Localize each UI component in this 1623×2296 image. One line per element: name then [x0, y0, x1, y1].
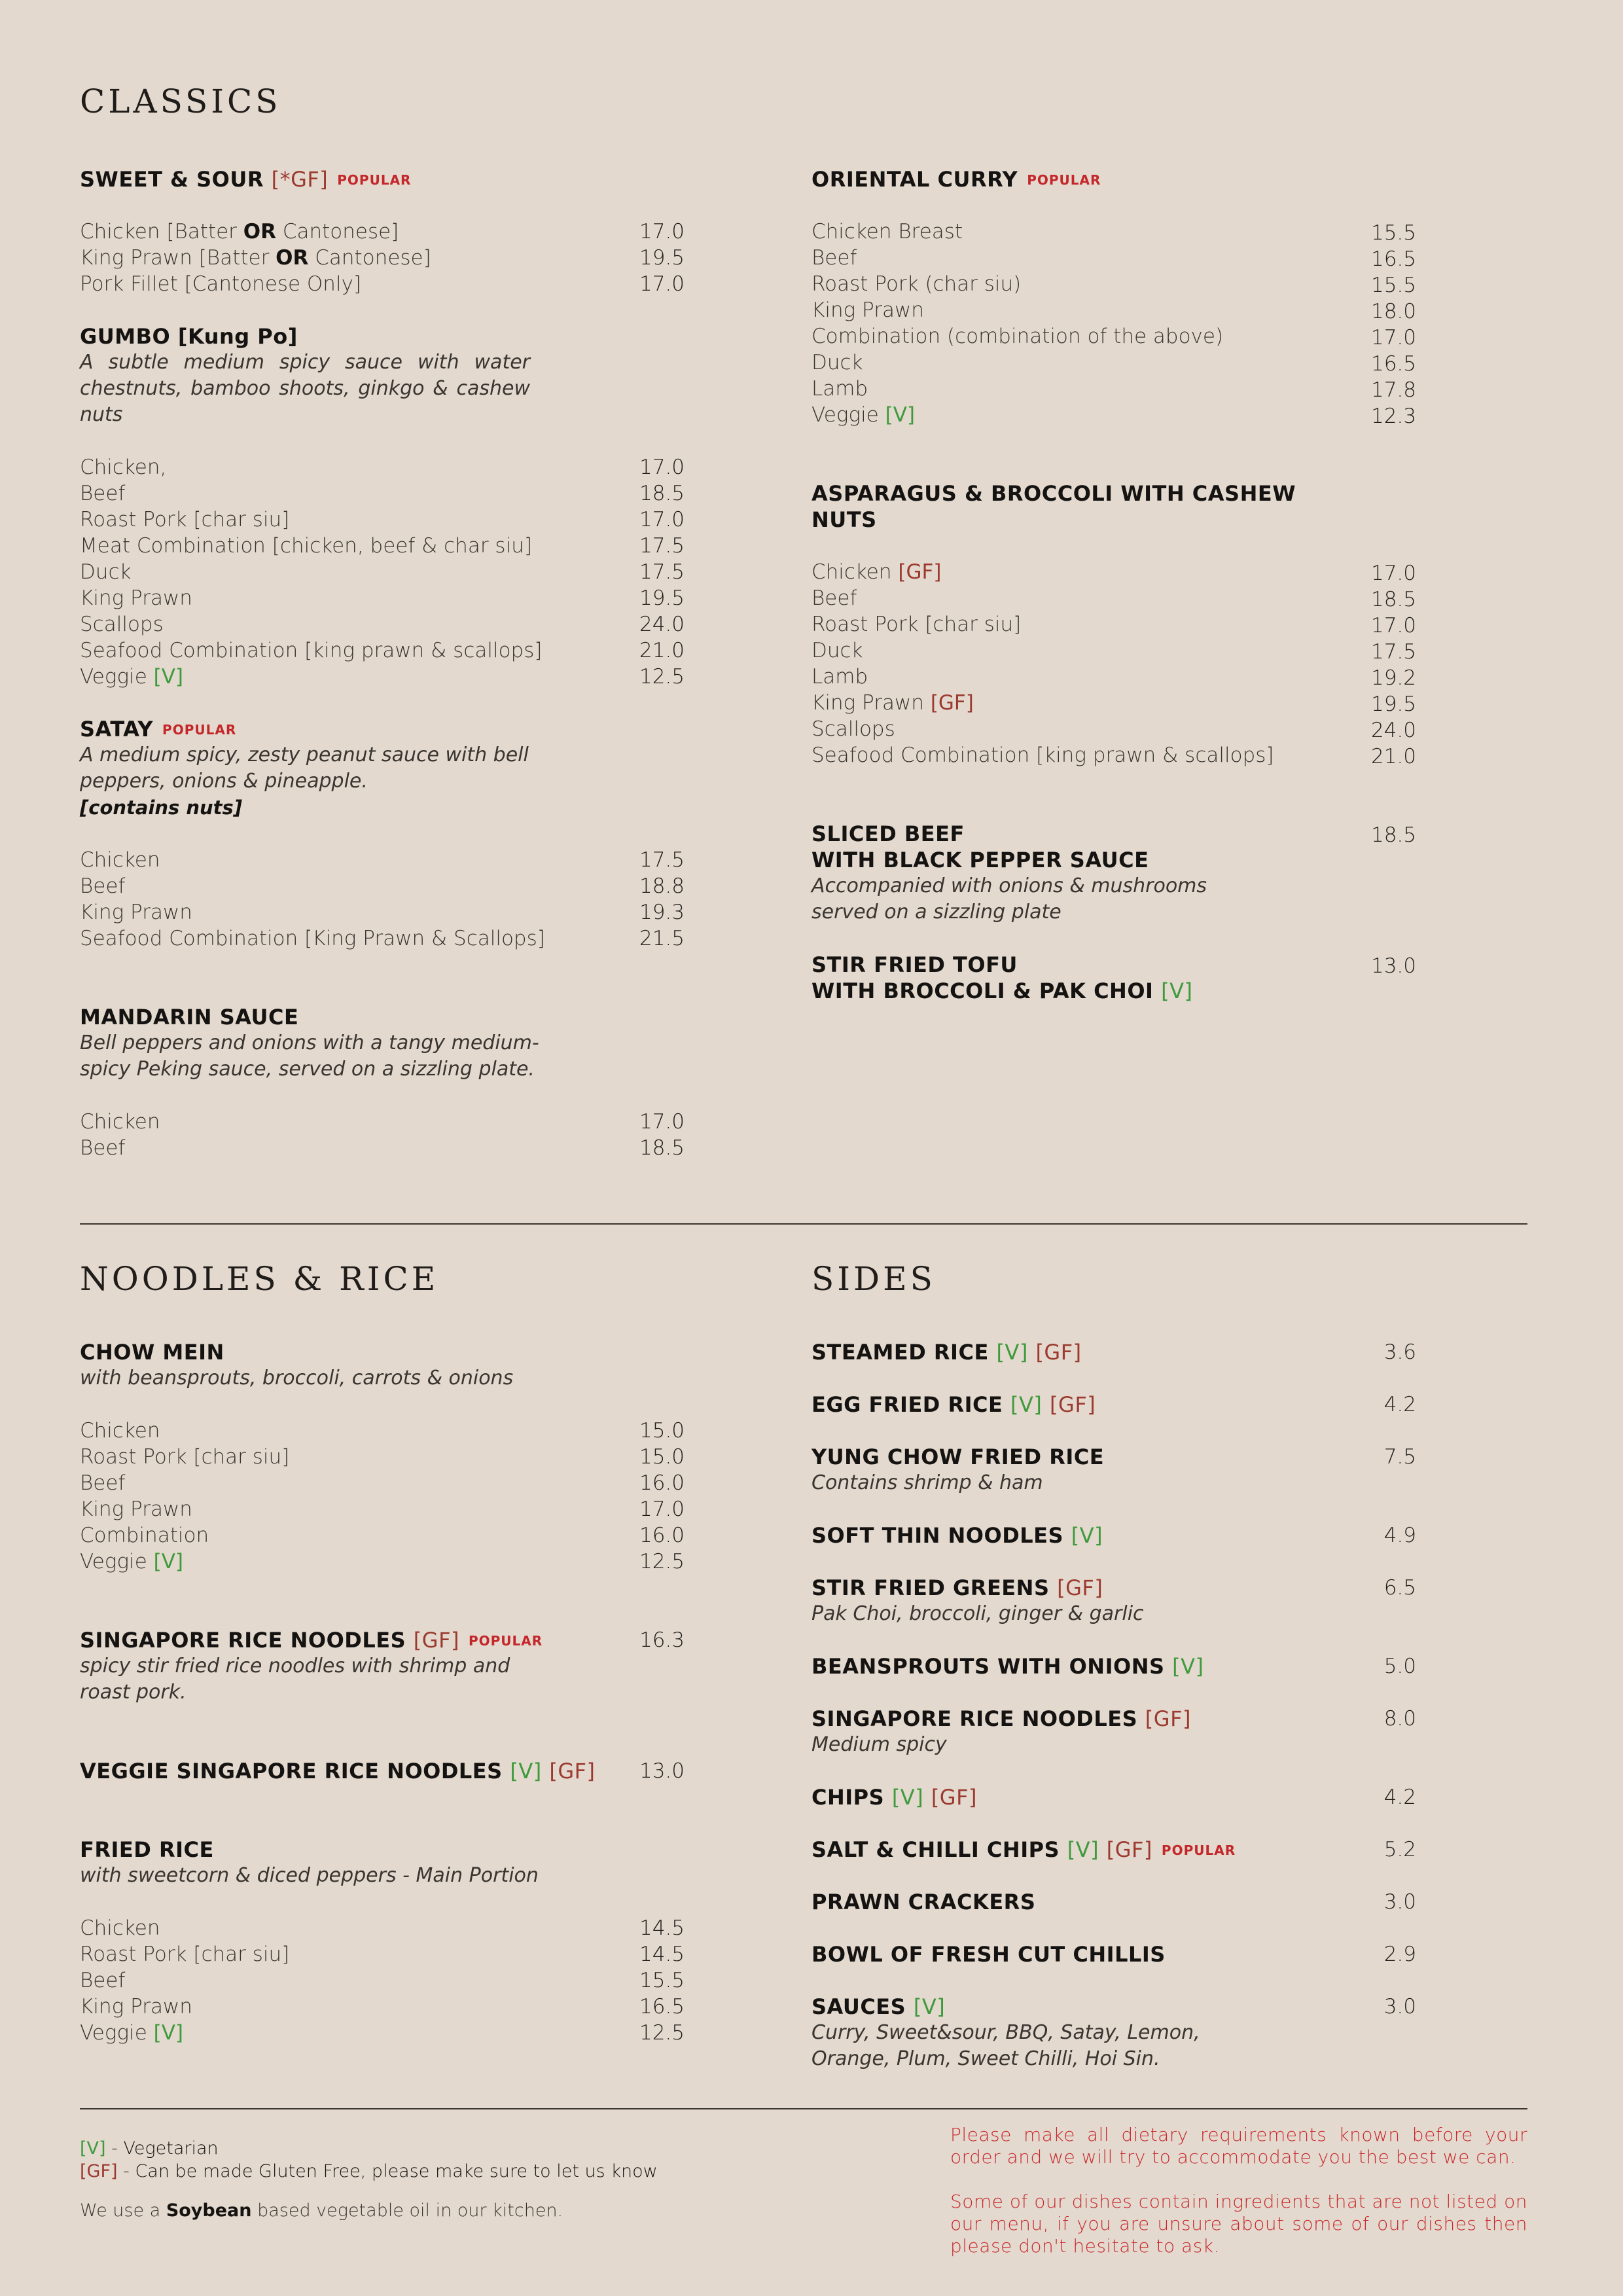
item-price: 16.5	[639, 1995, 685, 2018]
menu-item: Duck	[80, 560, 132, 584]
item-price: 17.0	[639, 456, 685, 479]
item-price: 15.0	[639, 1419, 685, 1443]
dish-description: Pak Choi, broccoli, ginger & garlic	[812, 1602, 1144, 1625]
menu-item: Beef	[812, 586, 857, 610]
dish-heading-oriental-curry: ORIENTAL CURRY POPULAR	[812, 167, 1101, 192]
menu-item: King Prawn	[80, 586, 192, 610]
menu-item: Roast Pork [char siu]	[80, 1445, 290, 1469]
dish-description: with sweetcorn & diced peppers - Main Portion	[80, 1864, 539, 1887]
menu-item: Veggie [V]	[80, 665, 184, 689]
item-price: 4.2	[1383, 1393, 1416, 1416]
dish-heading-chow-mein: CHOW MEIN	[80, 1340, 224, 1365]
menu-item: King Prawn	[80, 901, 192, 924]
menu-item: King Prawn	[80, 1995, 192, 2018]
item-price: 13.0	[1370, 954, 1416, 978]
menu-item: Chicken	[80, 848, 160, 872]
dish-heading-fried-rice: FRIED RICE	[80, 1837, 214, 1862]
dish-description: Bell peppers and onions with a tangy medium-spicy Peking sauce, served on a sizzling plate.	[80, 1031, 539, 1081]
item-price: 3.0	[1383, 1890, 1416, 1914]
item-price: 12.3	[1370, 404, 1416, 428]
item-price: 17.5	[639, 534, 685, 558]
item-price: 16.3	[639, 1628, 685, 1652]
item-price: 19.2	[1370, 666, 1416, 690]
popular-badge: POPULAR	[1161, 1842, 1236, 1858]
item-price: 15.5	[1370, 274, 1416, 297]
dish-heading-satay: SATAY POPULAR	[80, 717, 237, 742]
menu-item: Scallops	[812, 717, 895, 741]
menu-item: Beef	[80, 1969, 126, 1992]
dish-description: Accompanied with onions & mushrooms served on a sizzling plate	[812, 874, 1207, 924]
item-price: 16.5	[1370, 247, 1416, 271]
menu-item: Roast Pork [char siu]	[812, 613, 1022, 636]
section-title-classics: CLASSICS	[80, 82, 281, 120]
item-price: 18.5	[639, 482, 685, 505]
item-price: 14.5	[639, 1943, 685, 1966]
item-price: 12.5	[639, 2021, 685, 2045]
item-price: 17.8	[1370, 378, 1416, 402]
item-price: 19.3	[639, 901, 685, 924]
item-price: 17.0	[1370, 614, 1416, 637]
item-price: 16.5	[1370, 352, 1416, 376]
menu-item: Veggie [V]	[80, 2021, 184, 2045]
menu-item: Pork Fillet [Cantonese Only]	[80, 272, 362, 296]
side-heading-salt-chilli-chips: SALT & CHILLI CHIPS [V] [GF] POPULAR	[812, 1837, 1236, 1862]
item-price: 3.0	[1383, 1995, 1416, 2018]
dish-description: Contains shrimp & ham	[812, 1471, 1043, 1494]
dish-heading-sliced-beef-cont: WITH BLACK PEPPER SAUCE	[812, 848, 1149, 872]
item-price: 17.5	[639, 848, 685, 872]
menu-item: Roast Pork [char siu]	[80, 508, 290, 531]
dish-description: Medium spicy	[812, 1733, 947, 1756]
item-price: 18.0	[1370, 300, 1416, 323]
item-price: 19.5	[1370, 692, 1416, 716]
menu-item: Beef	[80, 874, 126, 898]
side-heading-yung-chow: YUNG CHOW FRIED RICE	[812, 1444, 1105, 1469]
dish-description: A medium spicy, zesty peanut sauce with bell peppers, onions & pineapple.	[80, 744, 529, 793]
dish-description: Orange, Plum, Sweet Chilli, Hoi Sin.	[812, 2047, 1160, 2070]
side-heading-steamed-rice: STEAMED RICE [V] [GF]	[812, 1340, 1082, 1365]
dish-heading-sliced-beef: SLICED BEEF	[812, 821, 965, 846]
dish-heading-sweet-sour: SWEET & SOUR [*GF] POPULAR	[80, 167, 412, 192]
menu-item: King Prawn [GF]	[812, 691, 974, 715]
menu-item: Duck	[812, 351, 863, 374]
item-price: 6.5	[1383, 1576, 1416, 1600]
menu-item: Combination (combination of the above)	[812, 325, 1224, 348]
item-price: 4.9	[1383, 1524, 1416, 1547]
menu-item: King Prawn	[812, 298, 924, 322]
item-price: 12.5	[639, 1550, 685, 1573]
dish-heading-mandarin: MANDARIN SAUCE	[80, 1005, 299, 1030]
menu-item: Beef	[812, 246, 857, 270]
item-price: 17.0	[1370, 326, 1416, 350]
dish-description: spicy stir fried rice noodles with shrimp and roast pork.	[80, 1655, 510, 1704]
menu-item: Chicken [Batter OR Cantonese]	[80, 220, 399, 243]
side-heading-egg-fried-rice: EGG FRIED RICE [V] [GF]	[812, 1392, 1096, 1417]
oil-note: We use a Soybean based vegetable oil in our kitchen.	[80, 2200, 563, 2221]
item-price: 12.5	[639, 665, 685, 689]
popular-badge: POPULAR	[337, 172, 412, 188]
legend-gluten-free: [GF] - Can be made Gluten Free, please make sure to let us know	[80, 2161, 658, 2181]
side-heading-singapore-noodles: SINGAPORE RICE NOODLES [GF]	[812, 1706, 1191, 1731]
popular-badge: POPULAR	[162, 722, 237, 738]
item-price: 14.5	[639, 1916, 685, 1940]
menu-item: Beef	[80, 1136, 126, 1160]
item-price: 15.5	[1370, 221, 1416, 245]
item-price: 16.0	[639, 1524, 685, 1547]
menu-item: Roast Pork [char siu]	[80, 1943, 290, 1966]
side-heading-chillis: BOWL OF FRESH CUT CHILLIS	[812, 1942, 1166, 1967]
section-title-noodles-rice: NOODLES & RICE	[80, 1260, 439, 1298]
allergen-note: [contains nuts]	[80, 797, 243, 819]
menu-item: Beef	[80, 1471, 126, 1495]
item-price: 19.5	[639, 246, 685, 270]
item-price: 21.5	[639, 927, 685, 950]
side-heading-stir-fried-greens: STIR FRIED GREENS [GF]	[812, 1575, 1103, 1600]
dish-description: with beansprouts, broccoli, carrots & onions	[80, 1367, 514, 1390]
item-price: 17.0	[639, 272, 685, 296]
dish-heading-tofu-cont: WITH BROCCOLI & PAK CHOI [V]	[812, 978, 1193, 1003]
item-price: 17.5	[639, 560, 685, 584]
popular-badge: POPULAR	[468, 1633, 543, 1649]
menu-item: King Prawn	[80, 1498, 192, 1521]
menu-item: Meat Combination [chicken, beef & char siu]	[80, 534, 532, 558]
side-heading-soft-noodles: SOFT THIN NOODLES [V]	[812, 1523, 1103, 1548]
dish-description: A subtle medium spicy sauce with water chestnuts, bamboo shoots, ginkgo & cashew nuts	[80, 351, 530, 426]
item-price: 3.6	[1383, 1340, 1416, 1364]
menu-item: Chicken Breast	[812, 220, 963, 243]
item-price: 18.5	[639, 1136, 685, 1160]
dietary-note: Please make all dietary requirements known before your order and we will try to accommodate you the best we can.	[950, 2124, 1527, 2168]
item-price: 5.2	[1383, 1838, 1416, 1861]
menu-item: Beef	[80, 482, 126, 505]
menu-item: Seafood Combination [king prawn & scallops]	[812, 744, 1274, 767]
item-price: 17.0	[639, 220, 685, 243]
menu-item: Lamb	[812, 377, 868, 401]
item-price: 17.0	[639, 1498, 685, 1521]
menu-item: Chicken	[80, 1110, 160, 1134]
menu-item: Chicken	[80, 1419, 160, 1443]
menu-item: Duck	[812, 639, 863, 662]
menu-item: King Prawn [Batter OR Cantonese]	[80, 246, 431, 270]
menu-item: Roast Pork (char siu)	[812, 272, 1022, 296]
item-price: 8.0	[1383, 1707, 1416, 1731]
item-price: 15.0	[639, 1445, 685, 1469]
dish-heading-gumbo: GUMBO [Kung Po]	[80, 324, 298, 349]
ingredients-note: Some of our dishes contain ingredients that are not listed on our menu, if you are unsure about some of our dishes then please don't hesitate to ask.	[950, 2191, 1527, 2257]
menu-item: Scallops	[80, 613, 164, 636]
item-price: 17.5	[1370, 640, 1416, 664]
side-heading-beansprouts: BEANSPROUTS WITH ONIONS [V]	[812, 1654, 1204, 1679]
section-divider	[80, 1223, 1527, 1225]
menu-item: Combination	[80, 1524, 209, 1547]
popular-badge: POPULAR	[1027, 172, 1101, 188]
footer-divider	[80, 2108, 1527, 2109]
dish-heading-asparagus-broccoli: ASPARAGUS & BROCCOLI WITH CASHEW	[812, 481, 1296, 506]
menu-item: Chicken [GF]	[812, 560, 942, 584]
menu-item: Chicken,	[80, 456, 167, 479]
item-price: 18.5	[1370, 823, 1416, 847]
menu-item: Lamb	[812, 665, 868, 689]
item-price: 2.9	[1383, 1943, 1416, 1966]
legend-vegetarian: [V] - Vegetarian	[80, 2138, 219, 2159]
item-price: 18.5	[1370, 588, 1416, 611]
item-price: 7.5	[1383, 1445, 1416, 1469]
item-price: 17.0	[639, 1110, 685, 1134]
side-heading-chips: CHIPS [V] [GF]	[812, 1785, 977, 1810]
dish-heading-veggie-singapore: VEGGIE SINGAPORE RICE NOODLES [V] [GF]	[80, 1759, 596, 1784]
item-price: 21.0	[1370, 745, 1416, 768]
side-heading-prawn-crackers: PRAWN CRACKERS	[812, 1890, 1036, 1914]
menu-item: Seafood Combination [King Prawn & Scallops]	[80, 927, 545, 950]
item-price: 4.2	[1383, 1785, 1416, 1809]
dish-heading-singapore-noodles: SINGAPORE RICE NOODLES [GF] POPULAR	[80, 1628, 543, 1653]
menu-item: Veggie [V]	[80, 1550, 184, 1573]
dish-heading-asparagus-broccoli-cont: NUTS	[812, 507, 877, 532]
menu-item: Chicken	[80, 1916, 160, 1940]
section-title-sides: SIDES	[812, 1260, 936, 1298]
side-heading-sauces: SAUCES [V]	[812, 1994, 946, 2019]
item-price: 16.0	[639, 1471, 685, 1495]
item-price: 17.0	[1370, 562, 1416, 585]
item-price: 5.0	[1383, 1655, 1416, 1678]
dish-description: Curry, Sweet&sour, BBQ, Satay, Lemon,	[812, 2021, 1200, 2044]
item-price: 19.5	[639, 586, 685, 610]
menu-item: Seafood Combination [king prawn & scallops]	[80, 639, 543, 662]
item-price: 13.0	[639, 1759, 685, 1783]
item-price: 15.5	[639, 1969, 685, 1992]
item-price: 18.8	[639, 874, 685, 898]
menu-item: Veggie [V]	[812, 403, 916, 427]
item-price: 21.0	[639, 639, 685, 662]
item-price: 24.0	[1370, 719, 1416, 742]
item-price: 24.0	[639, 613, 685, 636]
item-price: 17.0	[639, 508, 685, 531]
dish-heading-tofu: STIR FRIED TOFU	[812, 952, 1018, 977]
